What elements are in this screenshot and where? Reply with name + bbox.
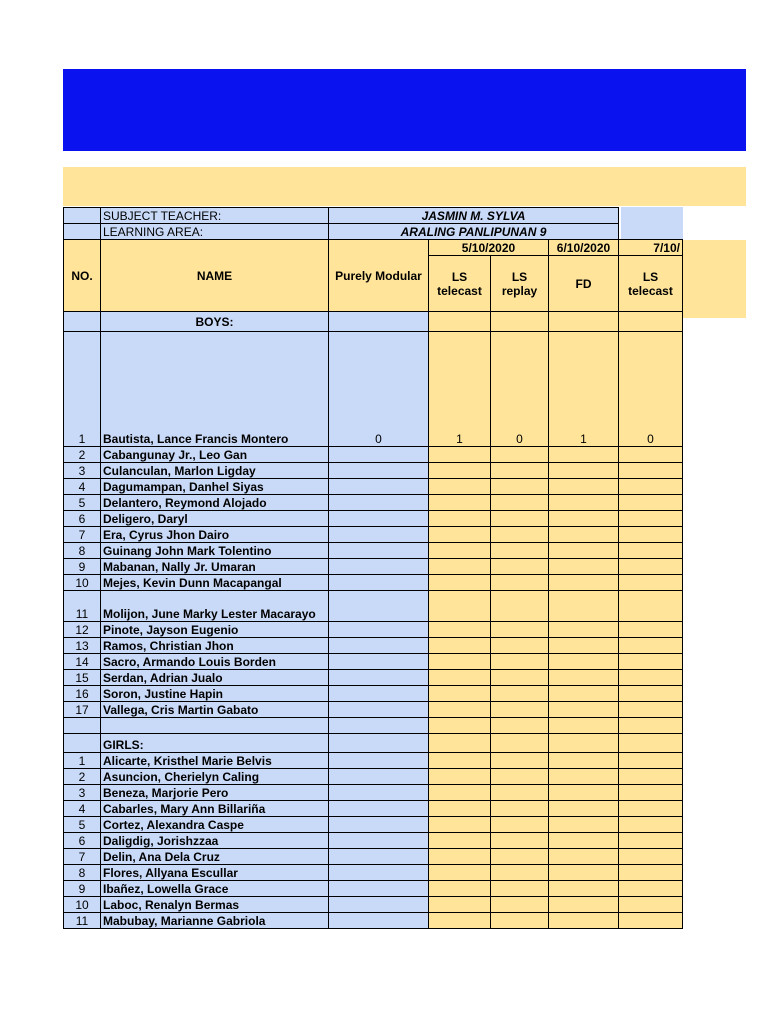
- student-name: Beneza, Marjorie Pero: [101, 785, 329, 801]
- ls-telecast-cell[interactable]: [429, 769, 491, 785]
- ls-telecast-cell[interactable]: [429, 817, 491, 833]
- purely-modular-cell[interactable]: [329, 833, 429, 849]
- fd-cell[interactable]: [549, 495, 619, 511]
- ls-telecast-cell[interactable]: [429, 849, 491, 865]
- ls-replay-cell[interactable]: [491, 897, 549, 913]
- purely-modular-cell[interactable]: [329, 479, 429, 495]
- fd-cell[interactable]: [549, 559, 619, 575]
- row-number: 11: [64, 913, 101, 929]
- ls-replay-cell[interactable]: [491, 495, 549, 511]
- student-name: Pinote, Jayson Eugenio: [101, 622, 329, 638]
- purely-modular-cell[interactable]: [329, 849, 429, 865]
- ls-replay-cell[interactable]: [491, 463, 549, 479]
- ls-telecast-cell[interactable]: [429, 865, 491, 881]
- ls-telecast-cell[interactable]: [429, 702, 491, 718]
- purely-modular-cell[interactable]: [329, 495, 429, 511]
- table-row: [64, 559, 683, 575]
- purely-modular-cell[interactable]: [329, 543, 429, 559]
- purely-modular-cell[interactable]: [329, 654, 429, 670]
- row-number: 10: [64, 575, 101, 591]
- ls-telecast-2-cell[interactable]: [619, 849, 683, 865]
- table-row: [64, 479, 683, 495]
- ls-telecast-cell[interactable]: [429, 447, 491, 463]
- row-number: 8: [64, 865, 101, 881]
- ls-replay-cell[interactable]: [491, 591, 549, 622]
- table-row: [64, 913, 683, 929]
- girls-section-label: GIRLS:: [101, 734, 329, 753]
- purely-modular-cell[interactable]: [329, 785, 429, 801]
- fd-cell[interactable]: [549, 702, 619, 718]
- fd-cell[interactable]: [549, 463, 619, 479]
- fd-cell[interactable]: [549, 543, 619, 559]
- boys-section-label: BOYS:: [101, 312, 329, 332]
- ls-replay-cell[interactable]: [491, 447, 549, 463]
- row-number: 16: [64, 686, 101, 702]
- row-number: 3: [64, 463, 101, 479]
- ls-replay-cell[interactable]: [491, 670, 549, 686]
- student-name: Ramos, Christian Jhon: [101, 638, 329, 654]
- purely-modular-cell[interactable]: [329, 463, 429, 479]
- date-header-2: 6/10/2020: [549, 240, 619, 256]
- student-name: Ibañez, Lowella Grace: [101, 881, 329, 897]
- table-row: [64, 591, 683, 622]
- row-number: 4: [64, 479, 101, 495]
- ls-telecast-2-cell[interactable]: [619, 865, 683, 881]
- row-number: 12: [64, 622, 101, 638]
- fd-cell[interactable]: [549, 479, 619, 495]
- row-number: 17: [64, 702, 101, 718]
- sheet-viewport: [63, 207, 684, 967]
- student-name: Mejes, Kevin Dunn Macapangal: [101, 575, 329, 591]
- ls-telecast-cell[interactable]: [429, 559, 491, 575]
- row-number: 13: [64, 638, 101, 654]
- ls-telecast-2-cell[interactable]: [619, 559, 683, 575]
- table-row: [64, 670, 683, 686]
- purely-modular-cell[interactable]: [329, 527, 429, 543]
- ls-telecast-cell[interactable]: [429, 833, 491, 849]
- fd-cell[interactable]: 1: [549, 332, 619, 447]
- column-header-ls-telecast: LS telecast: [429, 256, 491, 312]
- table-row: [64, 881, 683, 897]
- header-banner: [63, 69, 746, 151]
- ls-replay-cell[interactable]: [491, 881, 549, 897]
- purely-modular-cell[interactable]: [329, 865, 429, 881]
- row-number: 11: [64, 591, 101, 622]
- table-row: [64, 511, 683, 527]
- ls-telecast-cell[interactable]: [429, 686, 491, 702]
- student-name: Bautista, Lance Francis Montero: [101, 332, 329, 447]
- ls-telecast-cell[interactable]: [429, 897, 491, 913]
- row-number: 9: [64, 881, 101, 897]
- ls-telecast-cell[interactable]: [429, 801, 491, 817]
- table-row: [64, 575, 683, 591]
- ls-telecast-2-cell[interactable]: [619, 785, 683, 801]
- student-name: Cortez, Alexandra Caspe: [101, 817, 329, 833]
- table-row: [64, 865, 683, 881]
- student-name: Cabangunay Jr., Leo Gan: [101, 447, 329, 463]
- table-row: [64, 817, 683, 833]
- column-header-ls-telecast-2: LS telecast: [619, 256, 683, 312]
- table-row: [64, 702, 683, 718]
- student-name: Dagumampan, Danhel Siyas: [101, 479, 329, 495]
- ls-telecast-2-cell[interactable]: 0: [619, 332, 683, 447]
- row-number: 8: [64, 543, 101, 559]
- student-name: Molijon, June Marky Lester Macarayo: [101, 591, 329, 622]
- subheader-banner: [63, 167, 746, 206]
- table-row: [64, 833, 683, 849]
- purely-modular-cell[interactable]: [329, 622, 429, 638]
- ls-telecast-cell[interactable]: [429, 479, 491, 495]
- ls-telecast-2-cell[interactable]: [619, 833, 683, 849]
- ls-replay-cell[interactable]: [491, 686, 549, 702]
- ls-telecast-2-cell[interactable]: [619, 686, 683, 702]
- purely-modular-cell[interactable]: [329, 897, 429, 913]
- ls-replay-cell[interactable]: [491, 527, 549, 543]
- ls-telecast-cell[interactable]: [429, 622, 491, 638]
- ls-replay-cell[interactable]: [491, 575, 549, 591]
- fd-cell[interactable]: [549, 865, 619, 881]
- row-number: 15: [64, 670, 101, 686]
- row-number: 14: [64, 654, 101, 670]
- attendance-sheet: [63, 207, 683, 929]
- ls-replay-cell[interactable]: [491, 849, 549, 865]
- table-row: [64, 686, 683, 702]
- fd-cell[interactable]: [549, 447, 619, 463]
- table-row: [64, 638, 683, 654]
- ls-telecast-cell[interactable]: [429, 495, 491, 511]
- table-row: [64, 785, 683, 801]
- row-number: 2: [64, 447, 101, 463]
- column-header-ls-replay: LS replay: [491, 256, 549, 312]
- ls-telecast-cell[interactable]: [429, 463, 491, 479]
- fd-cell[interactable]: [549, 686, 619, 702]
- ls-telecast-cell[interactable]: [429, 785, 491, 801]
- row-number: 4: [64, 801, 101, 817]
- student-name: Flores, Allyana Escullar: [101, 865, 329, 881]
- ls-telecast-2-cell[interactable]: [619, 527, 683, 543]
- fd-cell[interactable]: [549, 753, 619, 769]
- table-row: [64, 849, 683, 865]
- row-number: 7: [64, 527, 101, 543]
- row-number: 6: [64, 833, 101, 849]
- ls-replay-cell[interactable]: [491, 817, 549, 833]
- fd-cell[interactable]: [549, 913, 619, 929]
- row-number: 1: [64, 753, 101, 769]
- ls-telecast-2-cell[interactable]: [619, 881, 683, 897]
- purely-modular-cell[interactable]: [329, 559, 429, 575]
- ls-replay-cell[interactable]: [491, 702, 549, 718]
- ls-telecast-cell[interactable]: [429, 913, 491, 929]
- ls-telecast-2-cell[interactable]: [619, 670, 683, 686]
- fd-cell[interactable]: [549, 670, 619, 686]
- student-name: Mabanan, Nally Jr. Umaran: [101, 559, 329, 575]
- table-row: [64, 801, 683, 817]
- fd-cell[interactable]: [549, 849, 619, 865]
- ls-telecast-cell[interactable]: [429, 753, 491, 769]
- ls-telecast-cell[interactable]: [429, 543, 491, 559]
- row-number: 2: [64, 769, 101, 785]
- student-name: Delantero, Reymond Alojado: [101, 495, 329, 511]
- table-row: [64, 332, 683, 447]
- purely-modular-cell[interactable]: [329, 753, 429, 769]
- fd-cell[interactable]: [549, 511, 619, 527]
- purely-modular-cell[interactable]: [329, 881, 429, 897]
- purely-modular-cell[interactable]: [329, 801, 429, 817]
- row-number: 10: [64, 897, 101, 913]
- date-header-3: 7/10/: [619, 240, 683, 256]
- fd-cell[interactable]: [549, 817, 619, 833]
- ls-telecast-2-cell[interactable]: [619, 753, 683, 769]
- ls-telecast-2-cell[interactable]: [619, 479, 683, 495]
- fd-cell[interactable]: [549, 622, 619, 638]
- student-name: Cabarles, Mary Ann Billariña: [101, 801, 329, 817]
- purely-modular-cell[interactable]: [329, 591, 429, 622]
- ls-telecast-cell[interactable]: [429, 511, 491, 527]
- table-row: [64, 543, 683, 559]
- student-name: Alicarte, Kristhel Marie Belvis: [101, 753, 329, 769]
- ls-replay-cell[interactable]: [491, 769, 549, 785]
- ls-telecast-cell[interactable]: [429, 591, 491, 622]
- fd-cell[interactable]: [549, 638, 619, 654]
- purely-modular-cell[interactable]: [329, 575, 429, 591]
- ls-telecast-cell[interactable]: [429, 654, 491, 670]
- ls-replay-cell[interactable]: [491, 559, 549, 575]
- ls-telecast-2-cell[interactable]: [619, 463, 683, 479]
- column-header-no: NO.: [64, 240, 101, 312]
- ls-replay-cell[interactable]: [491, 865, 549, 881]
- ls-replay-cell[interactable]: [491, 801, 549, 817]
- ls-telecast-cell[interactable]: [429, 638, 491, 654]
- ls-replay-cell[interactable]: [491, 833, 549, 849]
- info-spacer-cell: [64, 208, 101, 224]
- ls-telecast-cell[interactable]: 1: [429, 332, 491, 447]
- fd-cell[interactable]: [549, 833, 619, 849]
- student-name: Serdan, Adrian Jualo: [101, 670, 329, 686]
- ls-telecast-2-cell[interactable]: [619, 447, 683, 463]
- fd-cell[interactable]: [549, 591, 619, 622]
- ls-telecast-2-cell[interactable]: [619, 591, 683, 622]
- purely-modular-cell[interactable]: [329, 769, 429, 785]
- table-row: [64, 527, 683, 543]
- ls-telecast-cell[interactable]: [429, 527, 491, 543]
- column-header-fd: FD: [549, 256, 619, 312]
- ls-telecast-2-cell[interactable]: [619, 638, 683, 654]
- ls-telecast-2-cell[interactable]: [619, 622, 683, 638]
- column-header-purely-modular: Purely Modular: [329, 240, 429, 312]
- purely-modular-cell[interactable]: [329, 817, 429, 833]
- fd-cell[interactable]: [549, 801, 619, 817]
- purely-modular-cell[interactable]: [329, 670, 429, 686]
- fd-cell[interactable]: [549, 785, 619, 801]
- fd-cell[interactable]: [549, 654, 619, 670]
- purely-modular-cell[interactable]: [329, 913, 429, 929]
- table-row: [64, 495, 683, 511]
- table-row: [64, 769, 683, 785]
- learning-area-value[interactable]: ARALING PANLIPUNAN 9: [329, 224, 619, 240]
- ls-telecast-2-cell[interactable]: [619, 913, 683, 929]
- student-name: Culanculan, Marlon Ligday: [101, 463, 329, 479]
- table-row: [64, 654, 683, 670]
- ls-replay-cell[interactable]: [491, 511, 549, 527]
- ls-telecast-2-cell[interactable]: [619, 575, 683, 591]
- ls-replay-cell[interactable]: [491, 479, 549, 495]
- ls-telecast-2-cell[interactable]: [619, 654, 683, 670]
- ls-telecast-2-cell[interactable]: [619, 702, 683, 718]
- ls-telecast-cell[interactable]: [429, 575, 491, 591]
- ls-replay-cell[interactable]: [491, 753, 549, 769]
- ls-telecast-2-cell[interactable]: [619, 769, 683, 785]
- row-number: 1: [64, 332, 101, 447]
- ls-telecast-cell[interactable]: [429, 670, 491, 686]
- purely-modular-cell[interactable]: 0: [329, 332, 429, 447]
- fd-cell[interactable]: [549, 897, 619, 913]
- student-name: Asuncion, Cherielyn Caling: [101, 769, 329, 785]
- ls-telecast-2-cell[interactable]: [619, 897, 683, 913]
- fd-cell[interactable]: [549, 575, 619, 591]
- fd-cell[interactable]: [549, 527, 619, 543]
- student-name: Delin, Ana Dela Cruz: [101, 849, 329, 865]
- ls-replay-cell[interactable]: [491, 622, 549, 638]
- student-name: Guinang John Mark Tolentino: [101, 543, 329, 559]
- ls-telecast-cell[interactable]: [429, 881, 491, 897]
- table-row: [64, 897, 683, 913]
- teacher-label: SUBJECT TEACHER:: [101, 208, 329, 224]
- table-row: [64, 753, 683, 769]
- header-filler-cell: [683, 240, 746, 318]
- learning-area-label: LEARNING AREA:: [101, 224, 329, 240]
- info-spacer-cell: [64, 224, 101, 240]
- student-name: Laboc, Renalyn Bermas: [101, 897, 329, 913]
- ls-replay-cell[interactable]: [491, 913, 549, 929]
- ls-replay-cell[interactable]: [491, 638, 549, 654]
- student-name: Era, Cyrus Jhon Dairo: [101, 527, 329, 543]
- ls-telecast-2-cell[interactable]: [619, 511, 683, 527]
- fd-cell[interactable]: [549, 881, 619, 897]
- table-row: [64, 622, 683, 638]
- purely-modular-cell[interactable]: [329, 638, 429, 654]
- row-number: 3: [64, 785, 101, 801]
- row-number: 6: [64, 511, 101, 527]
- purely-modular-cell[interactable]: [329, 686, 429, 702]
- fd-cell[interactable]: [549, 769, 619, 785]
- ls-replay-cell[interactable]: [491, 543, 549, 559]
- table-row: [64, 463, 683, 479]
- ls-replay-cell[interactable]: [491, 654, 549, 670]
- row-number: 5: [64, 495, 101, 511]
- date-header-1: 5/10/2020: [429, 240, 549, 256]
- row-number: 7: [64, 849, 101, 865]
- purely-modular-cell[interactable]: [329, 511, 429, 527]
- table-row: [64, 447, 683, 463]
- student-name: Daligdig, Jorishzzaa: [101, 833, 329, 849]
- ls-telecast-2-cell[interactable]: [619, 543, 683, 559]
- student-name: Soron, Justine Hapin: [101, 686, 329, 702]
- ls-telecast-2-cell[interactable]: [619, 801, 683, 817]
- student-name: Deligero, Daryl: [101, 511, 329, 527]
- student-name: Sacro, Armando Louis Borden: [101, 654, 329, 670]
- ls-telecast-2-cell[interactable]: [619, 817, 683, 833]
- ls-replay-cell[interactable]: [491, 785, 549, 801]
- purely-modular-cell[interactable]: [329, 447, 429, 463]
- column-header-name: NAME: [101, 240, 329, 312]
- ls-telecast-2-cell[interactable]: [619, 495, 683, 511]
- purely-modular-cell[interactable]: [329, 702, 429, 718]
- ls-replay-cell[interactable]: 0: [491, 332, 549, 447]
- row-number: 5: [64, 817, 101, 833]
- teacher-name[interactable]: JASMIN M. SYLVA: [329, 208, 619, 224]
- student-name: Vallega, Cris Martin Gabato: [101, 702, 329, 718]
- student-name: Mabubay, Marianne Gabriola: [101, 913, 329, 929]
- row-number: 9: [64, 559, 101, 575]
